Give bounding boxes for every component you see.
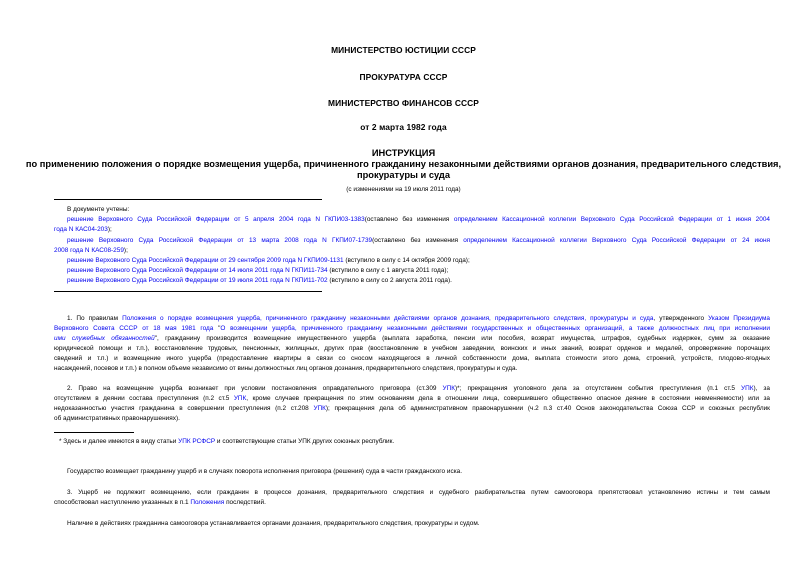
ref-5-link[interactable]: решение Верховного Суда Российской Федерации от 19 июля 2011 года N ГКПИ11-702: [67, 277, 328, 284]
upk-link-4[interactable]: УПК: [313, 405, 326, 412]
p2-line-2: отсутствием в деянии состава преступления (п.2 ст.5 УПК, кроме случаев прекращения по этим основаниям дела в отношении лица, совершившего общественно опасное деяние в состоянии невменяемости) или за: [54, 395, 771, 402]
ref-5: решение Верховного Суда Российской Федерации от 19 июля 2011 года N ГКПИ11-702 (вступило в силу со 2 августа 2011 года).: [67, 277, 452, 284]
state-compensation-paragraph: Государство возмещает гражданину ущерб и в случаях поворота исполнения приговора (решения) суда в части гражданского иска.: [67, 468, 463, 475]
decree-title-link-cont[interactable]: ими служебных обязанностей: [54, 335, 155, 342]
p1-line-4: юридической помощи и т.п.), восстановление трудовых, пенсионных, жилищных, других прав (восстановление в учебном заведении, воинских и иных званий, возврат орденов и медалей, опровержение порочащих: [54, 345, 770, 352]
p3-line-1: 3. Ущерб не подлежит возмещению, если гражданин в процессе дознания, предварительного следствия и судебного разбирательства путем самооговора препятствовал установлению истины и тем самым: [67, 489, 770, 496]
document-title: ИНСТРУКЦИЯ: [371, 148, 436, 158]
decree-link[interactable]: Указом Президиума: [708, 315, 770, 322]
upk-rsfsr-link[interactable]: УПК РСФСР: [178, 438, 216, 445]
p2-line-4: об административных правонарушениях).: [54, 415, 180, 422]
issuer-ministry-justice: МИНИСТЕРСТВО ЮСТИЦИИ СССР: [331, 45, 476, 55]
issuer-ministry-finance: МИНИСТЕРСТВО ФИНАНСОВ СССР: [328, 98, 479, 108]
p1-line-2: Верховного Совета СССР от 18 мая 1981 года "О возмещении ущерба, причиненного гражданину незаконными действиями государственных и общественных организаций, а также должностных лиц при исполнении: [54, 325, 771, 332]
ref-4: решение Верховного Суда Российской Федерации от 14 июля 2011 года N ГКПИ11-734 (вступило в силу с 1 августа 2011 года);: [67, 267, 449, 274]
p1-line-6: насаждений, посевов и т.п.) в полном объеме независимо от вины должностных лиц органов дознания, предварительного следствия, прокуратуры и суда.: [54, 365, 518, 372]
ref-1-appeal-link[interactable]: определением Кассационной коллегии Верховного Суда Российской Федерации от 1 июня 2004: [453, 216, 770, 223]
p3-line-2: способствовал наступлению указанных в п.1 Положения последствий.: [54, 499, 266, 506]
refs-top-rule: [54, 199, 322, 200]
ref-1-appeal-link-cont[interactable]: года N КАС04-203: [54, 226, 108, 233]
modification-note: (с изменениями на 19 июля 2011 года): [346, 186, 461, 193]
ref-4-link[interactable]: решение Верховного Суда Российской Федерации от 14 июля 2011 года N ГКПИ11-734: [67, 267, 328, 274]
refs-intro: В документе учтены:: [67, 206, 130, 213]
ref-2-line-1: решение Верховного Суда Российской Федерации от 13 марта 2008 года N ГКПИ07-1739(оставлено без изменения определением Кассационной коллегии Верховного Суда Российской Федерации от 24 июня: [67, 237, 771, 244]
upk-link-3[interactable]: УПК: [233, 395, 247, 402]
p1-line-3: ими служебных обязанностей", гражданину производится возмещение имущественного ущерба (выплата заработка, пенсии или пособия, возврат имущества, штрафов, судебных издержек, сумм за оказание: [54, 335, 770, 342]
upk-link-2[interactable]: УПК: [740, 385, 754, 392]
p1-line-1: 1. По правилам Положения о порядке возмещения ущерба, причиненного гражданину незаконными действиями органов дознания, предварительного следствия, прокуратуры и суда, утвержденного Указом Президиума: [67, 315, 770, 322]
ref-2-appeal-link[interactable]: определением Кассационной коллегии Верховного Суда Российской Федерации от 24 июня: [463, 237, 771, 244]
ref-2-appeal-link-cont[interactable]: 2008 года N КАС08-259: [54, 247, 124, 254]
document-date: от 2 марта 1982 года: [360, 122, 447, 132]
p1-line-5: сведений и т.п.) и возмещение иного ущерба (предоставление квартиры в связи со сносом находящегося в личной собственности дома, выплата стоимости этого дома, строений, устройств, плодово-ягодных: [54, 355, 770, 362]
regulation-link-2[interactable]: Положения: [190, 499, 225, 506]
ref-2-link[interactable]: решение Верховного Суда Российской Федерации от 13 марта 2008 года N ГКПИ07-1739: [67, 237, 373, 244]
ref-2-line-2: 2008 года N КАС08-259);: [54, 247, 128, 254]
regulation-link[interactable]: Положения о порядке возмещения ущерба, причиненного гражданину незаконными действиями органов дознания, предварительного следствия, прокуратуры и суда: [122, 315, 654, 322]
footnote-rule: [54, 432, 134, 433]
ref-1-link[interactable]: решение Верховного Суда Российской Федерации от 5 апреля 2004 года N ГКПИ03-1383: [67, 216, 365, 223]
decree-link-cont[interactable]: Верховного Совета СССР от 18 мая 1981 года: [54, 325, 214, 332]
title-line-2: прокуратуры и суда: [356, 170, 451, 180]
footnote: * Здесь и далее имеются в виду статьи УПК РСФСР и соответствующие статьи УПК других союзных республик.: [59, 438, 395, 445]
refs-bottom-rule: [54, 291, 322, 292]
self-incrimination-paragraph: Наличие в действиях гражданина самооговора устанавливается органами дознания, предварительного следствия, прокуратуры и судом.: [67, 520, 480, 527]
title-line-1: по применению положения о порядке возмещения ущерба, причиненного гражданину незаконными действиями органов дознания, предварительного следствия,: [25, 159, 782, 169]
ref-3: решение Верховного Суда Российской Федерации от 29 сентября 2009 года N ГКПИ09-1131 (вступило в силу с 14 октября 2009 года);: [67, 257, 470, 264]
p2-line-3: недоказанностью участия гражданина в совершении преступления (п.2 ст.208 УПК); прекращения дела об административном правонарушении (ч.2 п.3 ст.40 Основ законодательства Союза ССР и союзных республик: [54, 405, 770, 412]
decree-title-link[interactable]: О возмещении ущерба, причиненного гражданину незаконными действиями государственных и общественных организаций, а также должностных лиц при исполнении: [220, 325, 771, 332]
p2-line-1: 2. Право на возмещение ущерба возникает при условии постановления оправдательного приговора (ст.309 УПК)*; прекращения уголовного дела за отсутствием события преступления (п.1 ст.5 УПК), за: [67, 385, 770, 392]
ref-1-line-2: года N КАС04-203);: [54, 226, 112, 233]
issuer-prosecutor: ПРОКУРАТУРА СССР: [359, 72, 448, 82]
ref-1-line-1: решение Верховного Суда Российской Федерации от 5 апреля 2004 года N ГКПИ03-1383(оставлено без изменения определением Кассационной коллегии Верховного Суда Российской Федерации от 1 июня 2004: [67, 216, 770, 223]
ref-3-link[interactable]: решение Верховного Суда Российской Федерации от 29 сентября 2009 года N ГКПИ09-1131: [67, 257, 344, 264]
upk-link-1[interactable]: УПК: [442, 385, 455, 392]
